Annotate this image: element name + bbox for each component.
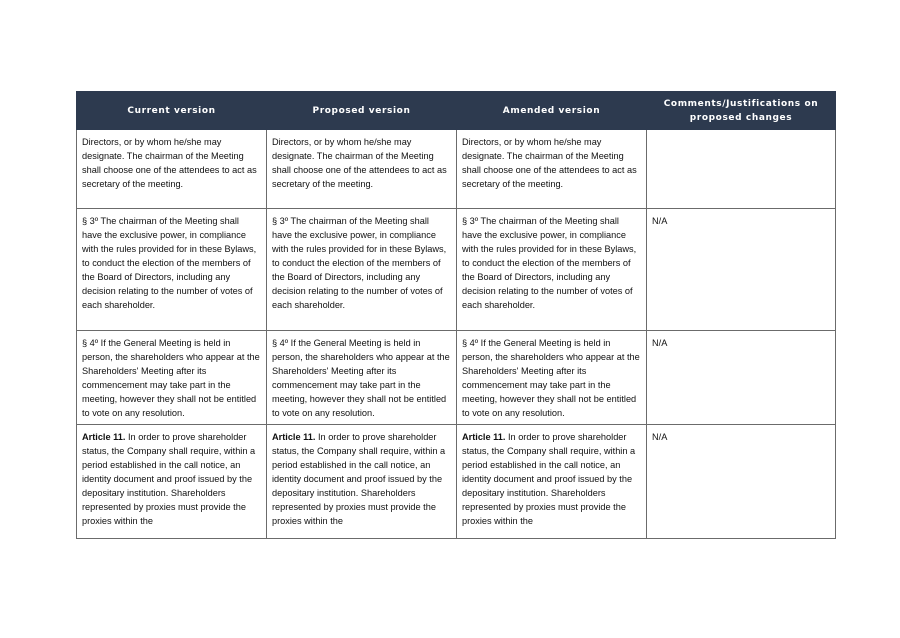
cell-proposed-version [267,425,457,539]
table-body [77,130,836,539]
article-label: Article 11. [82,432,126,442]
article-text: In order to prove shareholder status, the Company shall require, within a period established in the call notice, an identity document and proof issued by the depositary institution. Shareholders represented by proxies must provide the proxies within the [82,432,256,526]
cell-amended-version [457,425,647,539]
header-comments-justifications: Comments/Justifications on proposed changes [647,92,836,130]
cell-current-version: Directors, or by whom he/she may designate. The chairman of the Meeting shall choose one of the attendees to act as secretary of the meeting. [77,130,267,209]
cell-current-version: § 4º If the General Meeting is held in person, the shareholders who appear at the Shareholders' Meeting after its commencement may take part in the meeting, however they shall not be entitled to vote on any resolution. [77,331,267,425]
bylaws-comparison-table [76,91,836,539]
cell-current-version: § 3º The chairman of the Meeting shall have the exclusive power, in compliance with the rules provided for in these Bylaws, to conduct the election of the members of the Board of Directors, including any decision relating to the number of votes of each shareholder. [77,209,267,331]
cell-amended-version: § 4º If the General Meeting is held in person, the shareholders who appear at the Shareholders' Meeting after its commencement may take part in the meeting, however they shall not be entitled to vote on any resolution. [457,331,647,425]
table-row [77,209,836,331]
cell-proposed-version: § 4º If the General Meeting is held in person, the shareholders who appear at the Shareholders' Meeting after its commencement may take part in the meeting, however they shall not be entitled to vote on any resolution. [267,331,457,425]
table-row [77,130,836,209]
table-header [77,92,836,130]
header-proposed-version: Proposed version [267,92,457,130]
cell-comment: N/A [647,331,836,425]
article-text: In order to prove shareholder status, the Company shall require, within a period established in the call notice, an identity document and proof issued by the depositary institution. Shareholders represented by proxies must provide the proxies within the [272,432,446,526]
cell-comment: N/A [647,209,836,331]
table-row [77,425,836,539]
header-row [77,92,836,130]
header-amended-version: Amended version [457,92,647,130]
cell-comment [647,130,836,209]
cell-proposed-version: Directors, or by whom he/she may designate. The chairman of the Meeting shall choose one of the attendees to act as secretary of the meeting. [267,130,457,209]
header-current-version: Current version [77,92,267,130]
article-text: In order to prove shareholder status, the Company shall require, within a period established in the call notice, an identity document and proof issued by the depositary institution. Shareholders represented by proxies must provide the proxies within the [462,432,636,526]
cell-amended-version: § 3º The chairman of the Meeting shall have the exclusive power, in compliance with the rules provided for in these Bylaws, to conduct the election of the members of the Board of Directors, including any decision relating to the number of votes of each shareholder. [457,209,647,331]
cell-comment: N/A [647,425,836,539]
cell-amended-version: Directors, or by whom he/she may designate. The chairman of the Meeting shall choose one of the attendees to act as secretary of the meeting. [457,130,647,209]
cell-proposed-version: § 3º The chairman of the Meeting shall have the exclusive power, in compliance with the rules provided for in these Bylaws, to conduct the election of the members of the Board of Directors, including any decision relating to the number of votes of each shareholder. [267,209,457,331]
table-row [77,331,836,425]
article-label: Article 11. [462,432,506,442]
article-label: Article 11. [272,432,316,442]
cell-current-version [77,425,267,539]
